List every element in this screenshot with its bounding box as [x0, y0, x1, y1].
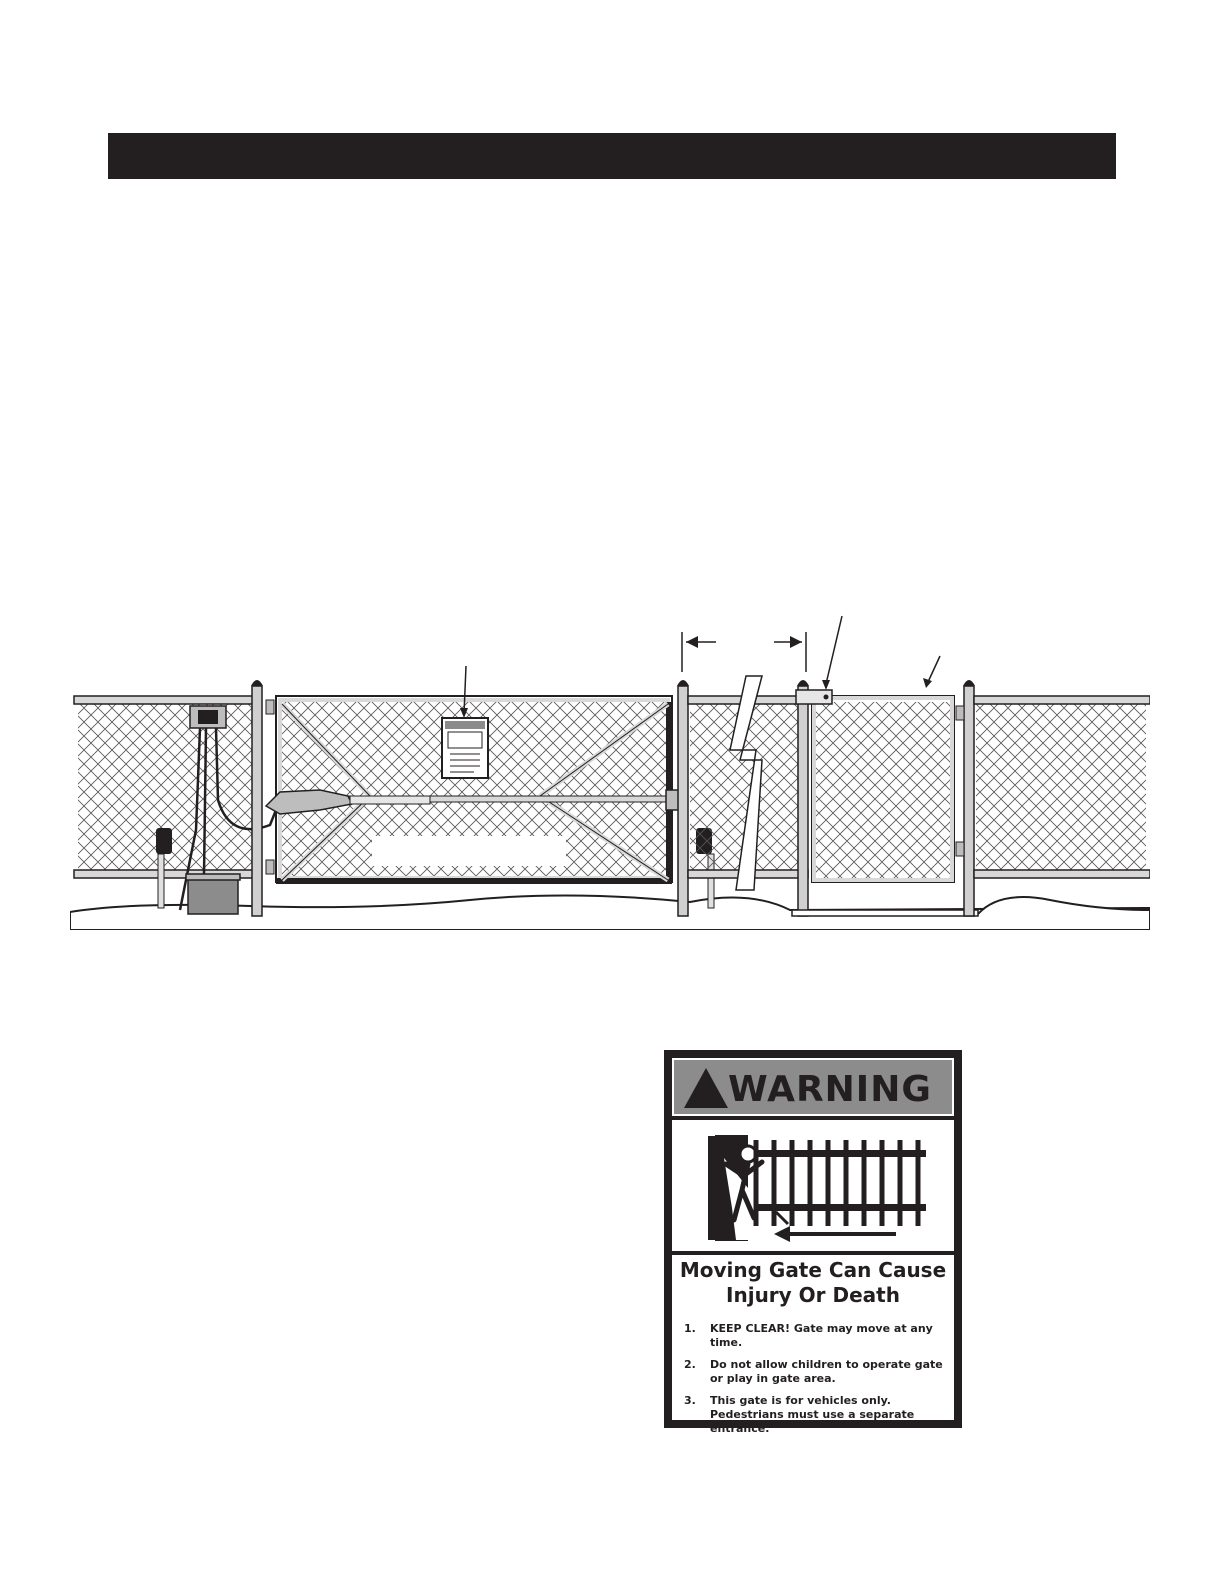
warning-headline-line1: Moving Gate Can Cause [679, 1258, 947, 1282]
list-item-text: Do not allow children to operate gate or play in gate area. [710, 1358, 943, 1385]
gate-installation-diagram [70, 610, 1150, 930]
list-item-text: KEEP CLEAR! Gate may move at any time. [710, 1322, 933, 1349]
latch-post [677, 680, 689, 916]
warning-instructions-list [684, 1322, 946, 1444]
middle-fence-section [688, 676, 808, 890]
warning-headline [672, 1258, 954, 1308]
right-fence-section [956, 680, 1150, 916]
gate-warning-placard [442, 666, 488, 778]
list-item-number: 3. [684, 1394, 696, 1407]
list-item-number: 1. [684, 1322, 696, 1335]
list-item [684, 1322, 946, 1350]
separation-dimension [682, 632, 806, 672]
warning-heading: WARNING [728, 1069, 932, 1110]
warning-triangle-icon [682, 1066, 730, 1110]
sign-divider-top [672, 1116, 954, 1120]
warning-sign [664, 1050, 962, 1435]
gate-pinch-hazard-icon [696, 1128, 932, 1246]
list-item-number: 2. [684, 1358, 696, 1371]
battery-box [186, 874, 240, 914]
warning-sign-body [672, 1058, 954, 1435]
list-item [684, 1358, 946, 1386]
sign-divider-middle [672, 1251, 954, 1255]
hinge-post [251, 680, 263, 916]
warning-sign-header [674, 1060, 952, 1114]
list-item-text: This gate is for vehicles only. Pedestrians must use a separate entrance. [710, 1394, 915, 1435]
section-title-bar [108, 133, 1116, 179]
warning-headline-line2: Injury Or Death [726, 1283, 900, 1307]
list-item [684, 1394, 946, 1436]
pedestrian-gate [792, 616, 978, 916]
